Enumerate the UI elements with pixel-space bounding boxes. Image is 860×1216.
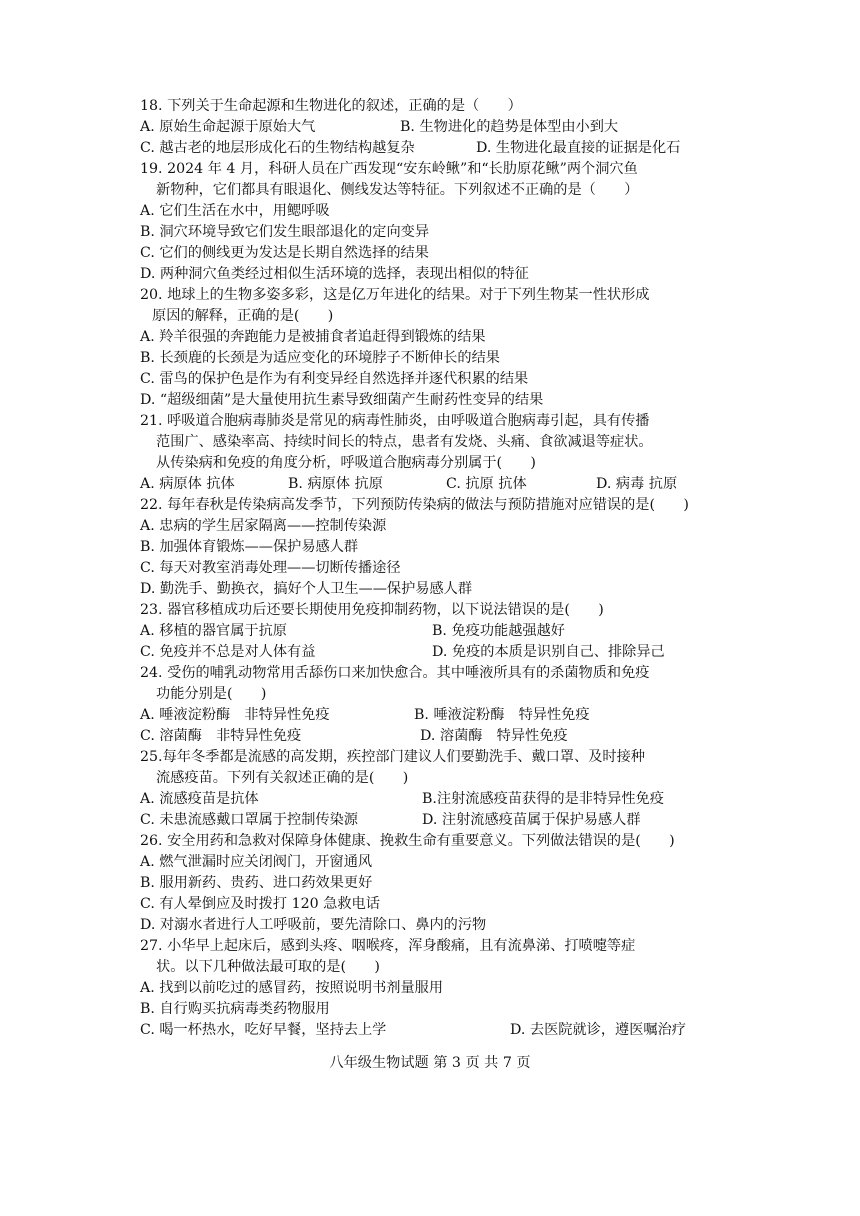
q20-stem-line2: 原因的解释，正确的是( ) (152, 308, 334, 324)
q18-stem: 18. 下列关于生命起源和生物进化的叙述，正确的是（ ） (140, 98, 522, 114)
q20-stem-line1: 20. 地球上的生物多姿多彩，这是亿万年进化的结果。对于下列生物某一性状形成 (140, 287, 650, 303)
q25-option-a: A. 流感疫苗是抗体 (140, 791, 259, 807)
q23-stem: 23. 器官移植成功后还要长期使用免疫抑制药物，以下说法错误的是( ) (140, 602, 604, 618)
q22-stem: 22. 每年春秋是传染病高发季节，下列预防传染病的做法与预防措施对应错误的是( ) (140, 497, 689, 513)
q20-option-d: D. “超级细菌”是大量使用抗生素导致细菌产生耐药性变异的结果 (140, 392, 544, 408)
q24-stem-line1: 24. 受伤的哺乳动物常用舌舔伤口来加快愈合。其中唾液所具有的杀菌物质和免疫 (140, 665, 650, 681)
q18-option-c: C. 越古老的地层形成化石的生物结构越复杂 (140, 140, 415, 156)
q23-option-d: D. 免疫的本质是识别自己、排除异己 (432, 644, 665, 660)
q25-option-c: C. 未患流感戴口罩属于控制传染源 (140, 812, 358, 828)
q27-option-d: D. 去医院就诊，遵医嘱治疗 (510, 1022, 686, 1038)
q19-option-b: B. 洞穴环境导致它们发生眼部退化的定向变异 (140, 224, 430, 240)
q21-option-a: A. 病原体 抗体 (140, 476, 235, 492)
q23-option-b: B. 免疫功能越强越好 (432, 623, 565, 639)
q23-option-c: C. 免疫并不总是对人体有益 (140, 644, 316, 660)
q27-stem-line2: 状。以下几种做法最可取的是( ) (156, 959, 380, 975)
q21-stem-line2: 范围广、感染率高、持续时间长的特点，患者有发烧、头痛、食欲减退等症状。 (156, 434, 653, 450)
q21-option-d: D. 病毒 抗原 (596, 476, 678, 492)
q21-option-b: B. 病原体 抗原 (288, 476, 383, 492)
q26-option-c: C. 有人晕倒应及时拨打 120 急救电话 (140, 896, 380, 912)
q18-option-d: D. 生物进化最直接的证据是化石 (476, 140, 681, 156)
q21-stem-line3: 从传染病和免疫的角度分析，呼吸道合胞病毒分别属于( ) (156, 455, 536, 471)
q20-option-b: B. 长颈鹿的长颈是为适应变化的环境脖子不断伸长的结果 (140, 350, 500, 366)
q26-stem: 26. 安全用药和急救对保障身体健康、挽救生命有重要意义。下列做法错误的是( ) (140, 833, 675, 849)
q26-option-d: D. 对溺水者进行人工呼吸前，要先清除口、鼻内的污物 (140, 917, 487, 933)
q27-option-a: A. 找到以前吃过的感冒药，按照说明书剂量服用 (140, 980, 444, 996)
q23-option-a: A. 移植的器官属于抗原 (140, 623, 287, 639)
q21-option-c: C. 抗原 抗体 (446, 476, 527, 492)
q26-option-a: A. 燃气泄漏时应关闭阀门，开窗通风 (140, 854, 373, 870)
q26-option-b: B. 服用新药、贵药、进口药效果更好 (140, 875, 373, 891)
q19-option-d: D. 两种洞穴鱼类经过相似生活环境的选择，表现出相似的特征 (140, 266, 529, 282)
q19-stem-line1: 19. 2024 年 4 月，科研人员在广西发现“安东岭鳅”和“长肋原花鳅”两个洞穴鱼 (140, 161, 638, 177)
q27-stem-line1: 27. 小华早上起床后，感到头疼、咽喉疼，浑身酸痛，且有流鼻涕、打喷嚏等症 (140, 938, 636, 954)
q24-option-c: C. 溶菌酶 非特异性免疫 (140, 728, 302, 744)
q19-option-a: A. 它们生活在水中，用鳃呼吸 (140, 203, 330, 219)
q20-option-a: A. 羚羊很强的奔跑能力是被捕食者追赶得到锻炼的结果 (140, 329, 486, 345)
q19-option-c: C. 它们的侧线更为发达是长期自然选择的结果 (140, 245, 429, 261)
q22-option-a: A. 忠病的学生居家隔离——控制传染源 (140, 518, 387, 534)
q27-option-c: C. 喝一杯热水，吃好早餐，坚持去上学 (140, 1022, 387, 1038)
q22-option-c: C. 每天对教室消毒处理——切断传播途径 (140, 560, 401, 576)
q19-stem-line2: 新物种，它们都具有眼退化、侧线发达等特征。下列叙述不正确的是（ ） (156, 182, 639, 198)
q22-option-d: D. 勤洗手、勤换衣，搞好个人卫生——保护易感人群 (140, 581, 473, 597)
page-footer: 八年级生物试题 第 3 页 共 7 页 (329, 1055, 531, 1071)
q25-stem-line1: 25.每年冬季都是流感的高发期，疾控部门建议人们要勤洗手、戴口罩、及时接种 (140, 749, 645, 765)
q24-option-d: D. 溶菌酶 特异性免疫 (420, 728, 568, 744)
q24-option-a: A. 唾液淀粉酶 非特异性免疫 (140, 707, 330, 723)
q24-stem-line2: 功能分别是( ) (156, 686, 267, 702)
q18-option-a: A. 原始生命起源于原始大气 (140, 119, 316, 135)
q24-option-b: B. 唾液淀粉酶 特异性免疫 (414, 707, 590, 723)
q21-stem-line1: 21. 呼吸道合胞病毒肺炎是常见的病毒性肺炎，由呼吸道合胞病毒引起，具有传播 (140, 413, 650, 429)
q25-option-b: B.注射流感疫苗获得的是非特异性免疫 (422, 791, 664, 807)
q18-option-b: B. 生物进化的趋势是体型由小到大 (400, 119, 619, 135)
q25-stem-line2: 流感疫苗。下列有关叙述正确的是( ) (156, 770, 409, 786)
q20-option-c: C. 雷鸟的保护色是作为有利变异经自然选择并逐代积累的结果 (140, 371, 529, 387)
q27-option-b: B. 自行购买抗病毒类药物服用 (140, 1001, 330, 1017)
q22-option-b: B. 加强体育锻炼——保护易感人群 (140, 539, 359, 555)
q25-option-d: D. 注射流感疫苗属于保护易感人群 (422, 812, 641, 828)
